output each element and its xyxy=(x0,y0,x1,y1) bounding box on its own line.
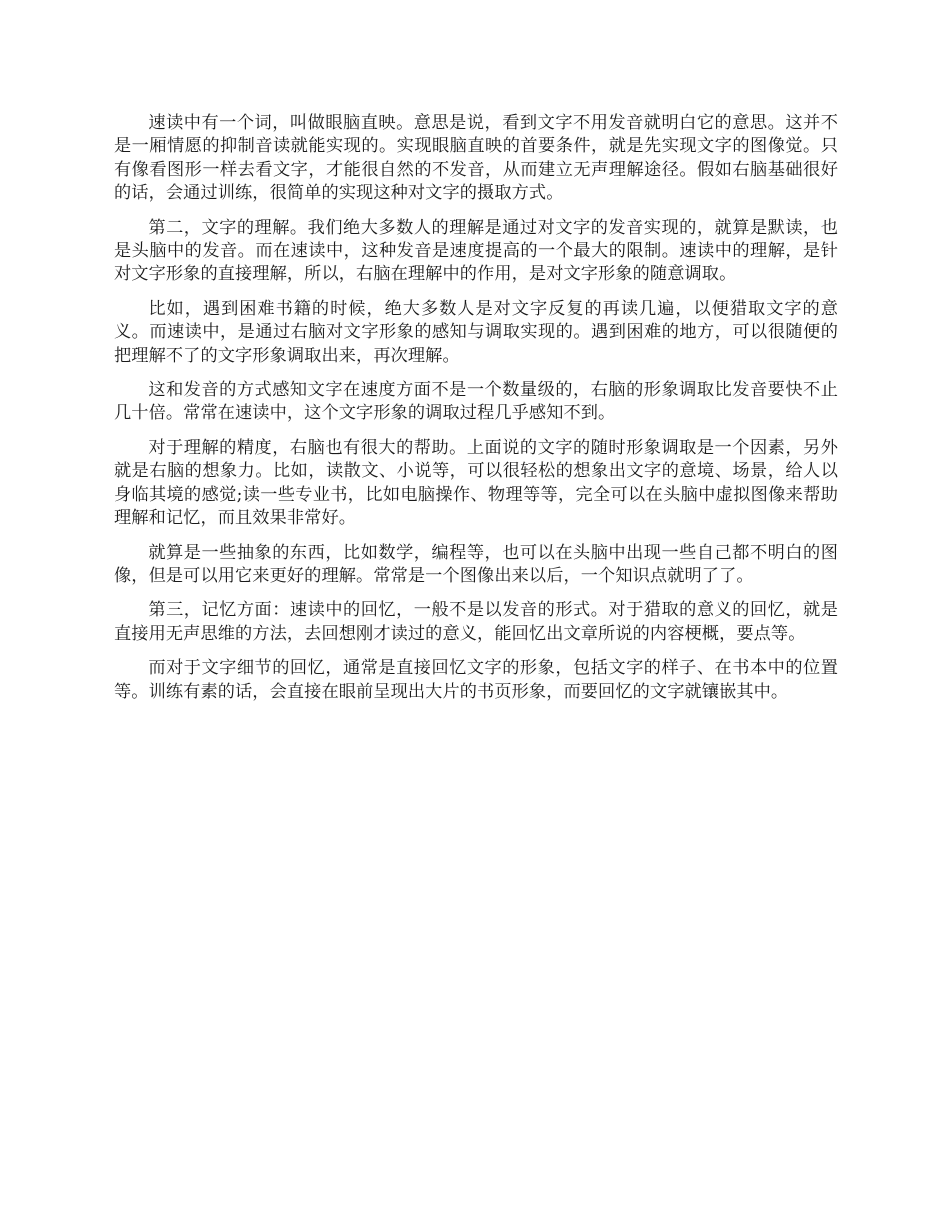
paragraph-7: 第三，记忆方面：速读中的回忆，一般不是以发音的形式。对于猎取的意义的回忆，就是直接用无声思维的方法，去回想刚才读过的意义，能回忆出文章所说的内容梗概，要点等。 xyxy=(114,600,838,644)
paragraph-5: 对于理解的精度，右脑也有很大的帮助。上面说的文字的随时形象调取是一个因素，另外就是右脑的想象力。比如，读散文、小说等，可以很轻松的想象出文字的意境、场景，给人以身临其境的感觉;读一些专业书，比如电脑操作、物理等等，完全可以在头脑中虚拟图像来帮助理解和记忆，而且效果非常好。 xyxy=(114,437,838,529)
paragraph-4: 这和发音的方式感知文字在速度方面不是一个数量级的，右脑的形象调取比发音要快不止几十倍。常常在速读中，这个文字形象的调取过程几乎感知不到。 xyxy=(114,380,838,424)
paragraph-1: 速读中有一个词，叫做眼脑直映。意思是说，看到文字不用发音就明白它的意思。这并不是一厢情愿的抑制音读就能实现的。实现眼脑直映的首要条件，就是先实现文字的图像觉。只有像看图形一样去看文字，才能很自然的不发音，从而建立无声理解途径。假如右脑基础很好的话，会通过训练，很简单的实现这种对文字的摄取方式。 xyxy=(114,113,838,204)
paragraph-2: 第二，文字的理解。我们绝大多数人的理解是通过对文字的发音实现的，就算是默读，也是头脑中的发音。而在速读中，这种发音是速度提高的一个最大的限制。速读中的理解，是针对文字形象的直接理解，所以，右脑在理解中的作用，是对文字形象的随意调取。 xyxy=(114,217,838,285)
paragraph-6: 就算是一些抽象的东西，比如数学，编程等，也可以在头脑中出现一些自己都不明白的图像，但是可以用它来更好的理解。常常是一个图像出来以后，一个知识点就明了了。 xyxy=(114,542,838,586)
paragraph-8: 而对于文字细节的回忆，通常是直接回忆文字的形象，包括文字的样子、在书本中的位置等。训练有素的话，会直接在眼前呈现出大片的书页形象，而要回忆的文字就镶嵌其中。 xyxy=(114,658,838,702)
paragraph-3: 比如，遇到困难书籍的时候，绝大多数人是对文字反复的再读几遍，以便猎取文字的意义。而速读中，是通过右脑对文字形象的感知与调取实现的。遇到困难的地方，可以很随便的把理解不了的文字形象调取出来，再次理解。 xyxy=(114,298,838,366)
